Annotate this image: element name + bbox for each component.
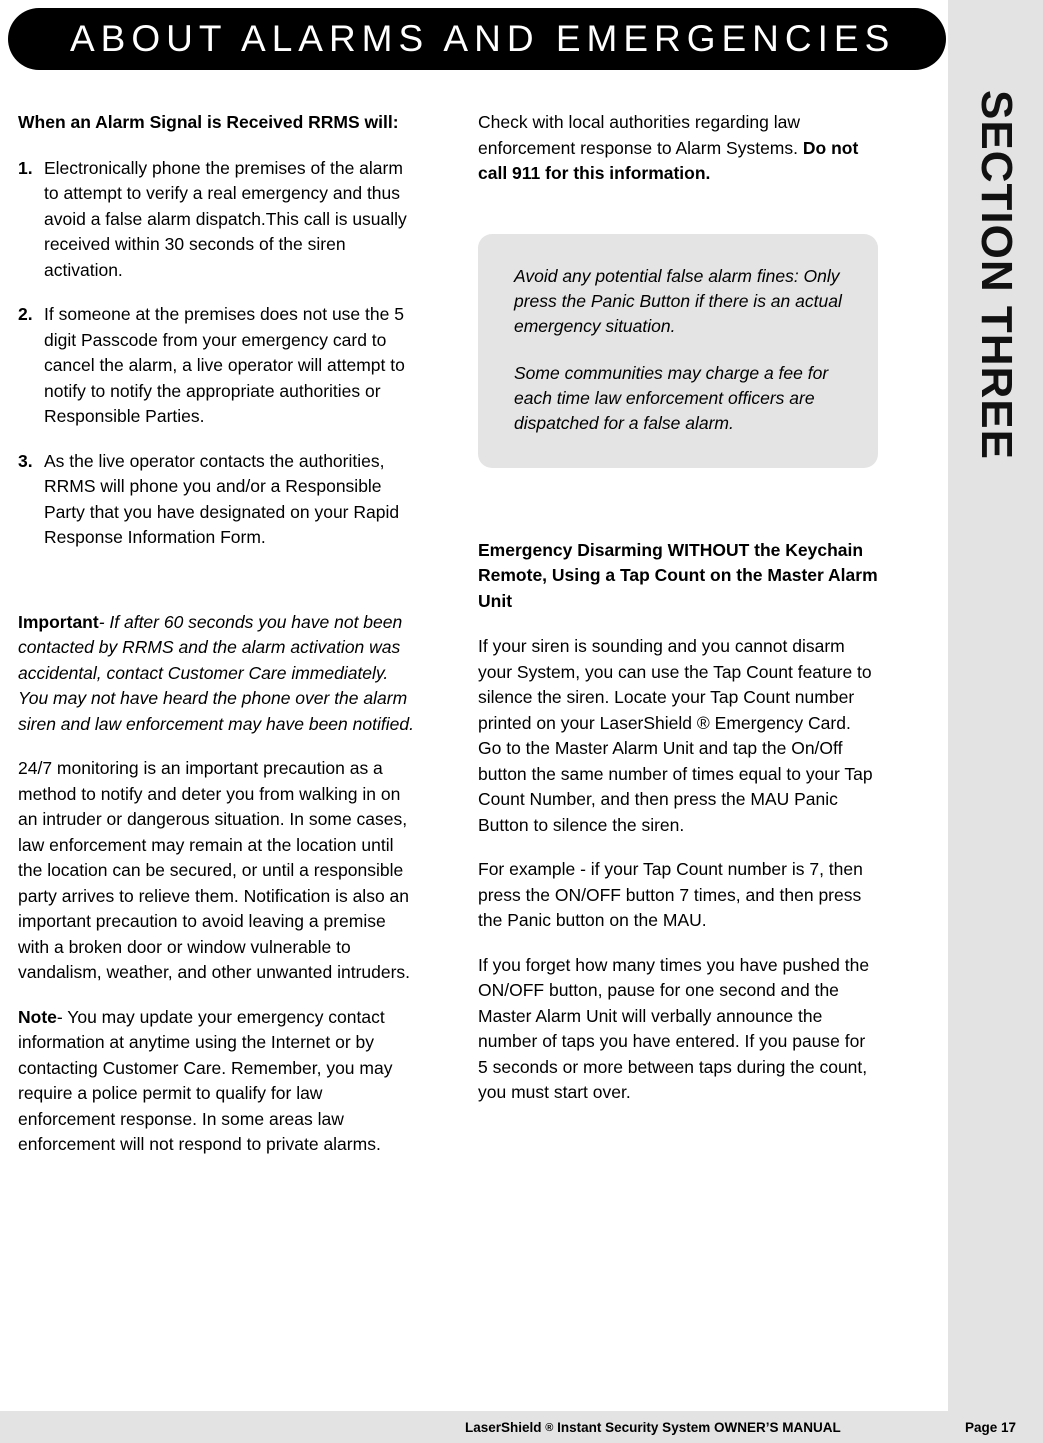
right-column	[478, 110, 878, 1125]
important-label: Important	[18, 611, 99, 632]
footer-text-before: LaserShield	[465, 1419, 546, 1435]
callout-paragraph-1: Avoid any potential false alarm fines: Only press the Panic Button if there is an actual emergency situation.	[514, 265, 842, 336]
list-item-text: If someone at the premises does not use the 5 digit Passcode from your emergency card to cancel the alarm, a live operator will attempt to notify to notify the appropriate authorities or Responsible Parties.	[44, 304, 405, 426]
list-item	[18, 449, 418, 551]
list-item	[18, 302, 418, 430]
note-label: Note	[18, 1006, 57, 1027]
tap-count-paragraph	[478, 634, 878, 838]
footer-inner	[0, 1411, 1043, 1443]
page-number: Page 17	[965, 1419, 1017, 1435]
left-column-heading: When an Alarm Signal is Received RRMS will:	[18, 112, 399, 132]
left-column	[18, 110, 418, 1177]
list-item	[18, 156, 418, 284]
list-item-text: As the live operator contacts the authorities, RRMS will phone you and/or a Responsible Party that you have designated on your Rapid Response Information Form.	[44, 450, 400, 547]
note-paragraph	[18, 1005, 418, 1158]
spacer	[478, 206, 878, 234]
section-tab-label: SECTION THREE	[971, 90, 1021, 460]
page-header-bar	[8, 8, 946, 70]
section-side-band	[948, 0, 1043, 1411]
example-paragraph: For example - if your Tap Count number is 7, then press the ON/OFF button 7 times, and then press the Panic button on the MAU.	[478, 859, 863, 930]
tap-count-text-a: If your siren is sounding and you cannot disarm your System, you can use the Tap Count feature to silence the siren. Locate your Tap Count number printed on your LaserShield	[478, 636, 872, 733]
intro-paragraph	[478, 110, 878, 187]
registered-trademark-icon: ®	[545, 1421, 554, 1434]
spacer	[478, 498, 878, 538]
pause-paragraph: If you forget how many times you have pushed the ON/OFF button, pause for one second and the Master Alarm Unit will verbally announce the number of taps you have entered. If you pause for 5 seconds or more between taps during the count, you must start over.	[478, 954, 870, 1102]
list-item-number: 2.	[18, 304, 33, 324]
tap-count-text-b: Emergency Card. Go to the Master Alarm Unit and tap the On/Off button the same number of times equal to your Tap Count Number, and then press the MAU Panic Button to silence the siren.	[478, 712, 873, 835]
monitoring-paragraph: 24/7 monitoring is an important precaution as a method to notify and deter you from walking in on an intruder or dangerous situation. In some cases, law enforcement may remain at the location until the location can be secured, or until a responsible party arrives to relieve them. Notification is also an important precaution to avoid leaving a premise with a broken door or window vulnerable to vandalism, weather, and other unwanted intruders.	[18, 758, 411, 982]
list-item-number: 3.	[18, 450, 33, 471]
page-title: ABOUT ALARMS AND EMERGENCIES	[70, 18, 896, 59]
list-item-number: 1.	[18, 157, 33, 178]
page-footer	[0, 1411, 1043, 1443]
registered-trademark-icon: ®	[696, 712, 710, 733]
footer-text-after: Instant Security System OWNER’S MANUAL	[553, 1419, 841, 1435]
important-text: - If after 60 seconds you have not been contacted by RRMS and the alarm activation was accidental, contact Customer Care immediately. You may not have heard the phone over the alarm siren and law enforcement may have been notified.	[18, 611, 414, 734]
callout-box	[478, 234, 878, 468]
spacer	[18, 570, 418, 610]
list-item-text: Electronically phone the premises of the alarm to attempt to verify a real emergency and thus avoid a false alarm dispatch.This call is usually received within 30 seconds of the siren activation.	[44, 157, 407, 280]
section-tab	[948, 0, 1043, 700]
important-paragraph	[18, 610, 418, 738]
callout-paragraph-2: Some communities may charge a fee for each time law enforcement officers are dispatched for a false alarm.	[514, 362, 829, 433]
note-text: - You may update your emergency contact information at anytime using the Internet or by contacting Customer Care. Remember, you may require a police permit to qualify for law enforcement response. In some areas law enforcement will not respond to private alarms.	[18, 1006, 393, 1154]
right-column-heading: Emergency Disarming WITHOUT the Keychain Remote, Using a Tap Count on the Master Alarm Unit	[478, 539, 878, 611]
intro-bold-text: Do not call 911 for this information.	[478, 137, 859, 183]
footer-product-line	[465, 1420, 841, 1435]
intro-text: Check with local authorities regarding law enforcement response to Alarm Systems.	[478, 112, 803, 158]
